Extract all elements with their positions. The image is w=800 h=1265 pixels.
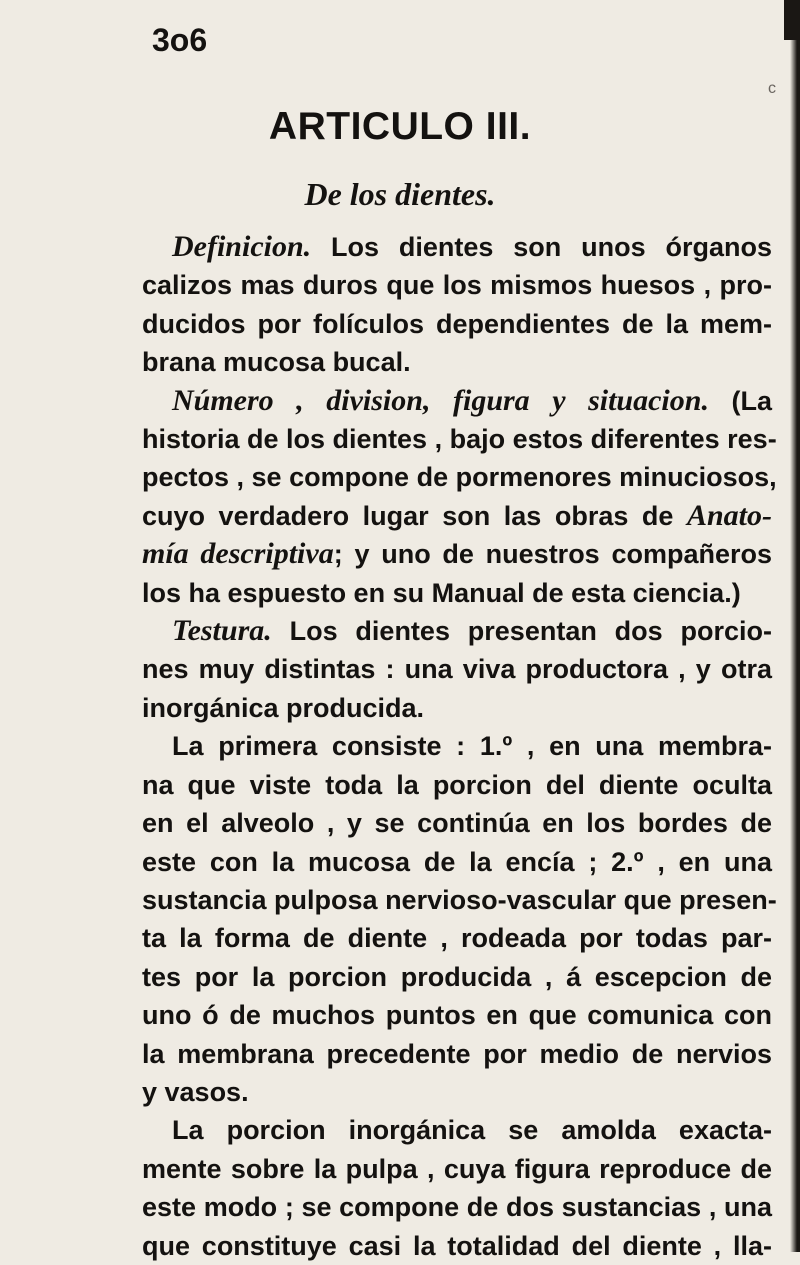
- text-line: nes muy distintas : una viva productora , y otra: [142, 654, 772, 685]
- text-line: inorgánica producida.: [142, 692, 425, 723]
- italic-term: Anato-: [686, 498, 772, 532]
- text-line: sustancia pulposa nervioso-vascular que presen-: [142, 884, 777, 915]
- article-title: ARTICULO III.: [268, 105, 532, 148]
- italic-term: mía descriptiva: [142, 537, 334, 571]
- run-in-heading: Definicion.: [172, 230, 312, 263]
- text-line: tes por la porcion producida , á escepcion de: [142, 961, 772, 992]
- body-text: [142, 228, 777, 1265]
- text-line: cuyo verdadero lugar son las obras de Anato-: [142, 498, 772, 532]
- text-line: calizos mas duros que los mismos huesos , pro-: [142, 270, 772, 301]
- text-line: historia de los dientes , bajo estos diferentes res-: [142, 424, 777, 455]
- text-line: brana mucosa bucal.: [142, 347, 411, 378]
- text-line: este con la mucosa de la encía ; 2.º , en una: [142, 846, 772, 877]
- text-line: uno ó de muchos puntos en que comunica con: [142, 1000, 772, 1031]
- run-in-heading: Testura.: [172, 614, 272, 648]
- text-line: La primera consiste : 1.º , en una membra-: [172, 731, 772, 762]
- text-line: y vasos.: [142, 1076, 249, 1107]
- page-number: 3o6: [152, 22, 208, 58]
- text-line: na que viste toda la porcion del diente oculta: [142, 769, 772, 800]
- text-line: la membrana precedente por medio de nervios: [142, 1038, 772, 1069]
- margin-mark: c: [768, 80, 776, 97]
- page-edge-shadow: [790, 0, 800, 1252]
- run-in-heading: Número , division, figura y situacion.: [172, 383, 709, 417]
- text-line: ta la forma de diente , rodeada por todas par-: [142, 923, 772, 954]
- text-line: Definicion. Los dientes son unos órganos: [172, 230, 772, 263]
- text-line: pectos , se compone de pormenores minuciosos,: [142, 462, 777, 493]
- text-line: que constituye casi la totalidad del diente , lla-: [142, 1230, 772, 1261]
- text-line: ducidos por folículos dependientes de la mem-: [142, 308, 772, 339]
- page-edge-corner: [784, 0, 800, 40]
- text-line: este modo ; se compone de dos sustancias , una: [142, 1192, 772, 1223]
- text-line: Número , division, figura y situacion. (La: [172, 383, 772, 417]
- text-line: Testura. Los dientes presentan dos porcio-: [172, 614, 772, 648]
- text-line: La porcion inorgánica se amolda exacta-: [172, 1115, 772, 1146]
- section-subtitle: De los dientes.: [304, 176, 496, 212]
- text-line: mía descriptiva; y uno de nuestros compañeros: [142, 537, 772, 571]
- text-line: en el alveolo , y se continúa en los bordes de: [142, 808, 772, 839]
- text-line: los ha espuesto en su Manual de esta ciencia.): [142, 577, 741, 608]
- text-line: mente sobre la pulpa , cuya figura reproduce de: [142, 1153, 772, 1184]
